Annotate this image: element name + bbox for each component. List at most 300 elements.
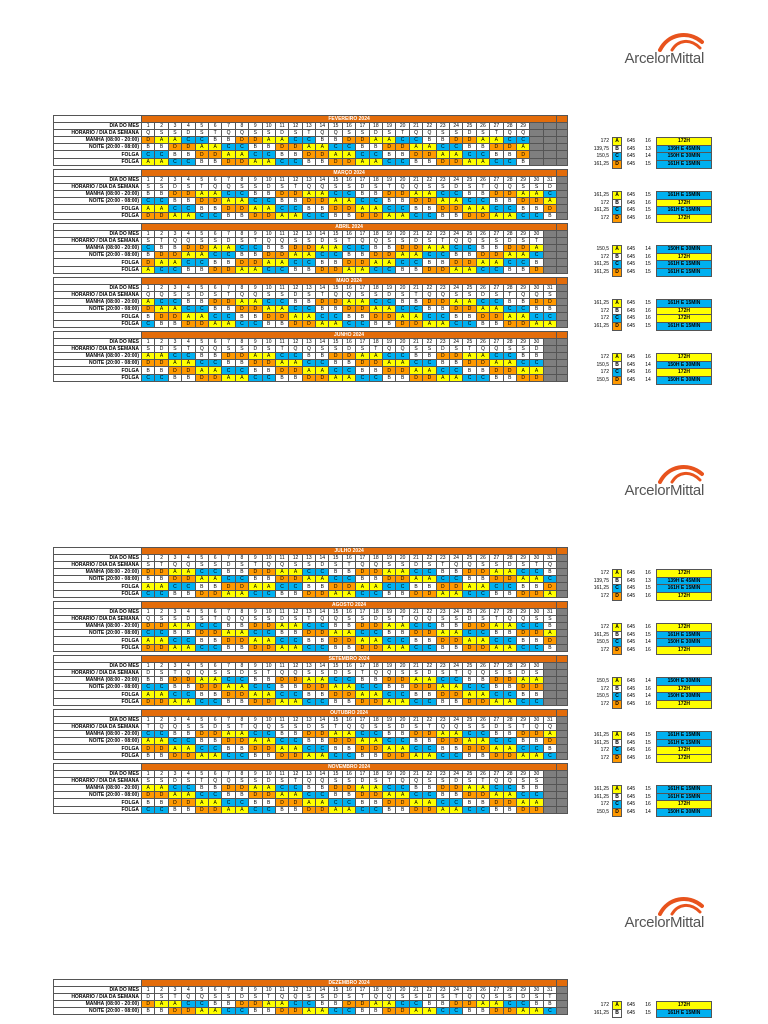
team-cell-c: C — [516, 644, 529, 651]
team-cell-c: C — [490, 353, 503, 360]
team-cell-b: B — [463, 252, 476, 259]
team-cell-c: C — [235, 191, 248, 198]
day-number: 15 — [329, 987, 342, 994]
team-cell-c: C — [356, 806, 369, 813]
day-number: 14 — [316, 987, 329, 994]
team-cell-c: C — [476, 684, 489, 691]
shift-label: FOLGA — [54, 590, 142, 597]
day-number: 8 — [235, 555, 248, 562]
day-number: 15 — [329, 771, 342, 778]
team-cell-d: D — [543, 637, 556, 644]
day-number: 24 — [449, 339, 462, 346]
summary-n1: 645 — [626, 253, 636, 260]
day-number: 10 — [262, 123, 275, 130]
team-cell-d: D — [262, 698, 275, 705]
team-cell-a: A — [222, 245, 235, 252]
team-cell-b: B — [436, 259, 449, 266]
team-cell-b: B — [356, 799, 369, 806]
team-cell-a: A — [262, 785, 275, 792]
shift-row — [54, 259, 568, 266]
team-cell-a: A — [235, 151, 248, 158]
weekday-cell: S — [208, 562, 221, 569]
weekday-cell: Q — [275, 238, 288, 245]
team-cell-a: A — [383, 1001, 396, 1008]
summary-n1: 645 — [626, 793, 636, 800]
day-number: 30 — [530, 717, 543, 724]
summary-total-hours: 172H — [656, 592, 712, 601]
team-cell-a: A — [342, 684, 355, 691]
team-cell-d: D — [208, 299, 221, 306]
team-cell-c: C — [463, 320, 476, 327]
shift-row — [54, 299, 568, 306]
team-cell-a: A — [329, 806, 342, 813]
summary-n2: 16 — [645, 215, 651, 222]
team-cell-a: A — [530, 799, 543, 806]
team-cell-b: B — [409, 299, 422, 306]
shift-row — [54, 158, 568, 165]
team-cell-b: B — [490, 684, 503, 691]
team-cell-d: D — [476, 313, 489, 320]
team-cell-a: A — [369, 1001, 382, 1008]
weekday-cell: Q — [262, 562, 275, 569]
team-cell-b: B — [396, 684, 409, 691]
team-cell-a: A — [476, 1001, 489, 1008]
day-number: 15 — [329, 555, 342, 562]
team-cell-c: C — [356, 630, 369, 637]
team-cell-a: A — [356, 738, 369, 745]
team-cell-b: B — [262, 245, 275, 252]
weekday-cell: S — [155, 130, 168, 137]
weekday-cell: Q — [516, 130, 529, 137]
team-cell-d: D — [235, 1001, 248, 1008]
shift-label: NOITE (20:00 - 08:00) — [54, 738, 142, 745]
weekday-cell: S — [516, 346, 529, 353]
team-cell-c: C — [436, 252, 449, 259]
team-cell-d: D — [463, 745, 476, 752]
team-cell-c: C — [449, 245, 462, 252]
team-cell-a: A — [383, 644, 396, 651]
team-cell-a: A — [316, 752, 329, 759]
day-number: 2 — [155, 123, 168, 130]
team-cell-a: A — [235, 374, 248, 381]
weekday-label: HORÁRIO / DIA DA SEMANA — [54, 238, 142, 245]
shift-row — [54, 752, 568, 759]
team-cell-a: A — [369, 158, 382, 165]
team-cell-d: D — [249, 623, 262, 630]
row-end-filler — [557, 360, 568, 367]
team-cell-b: B — [262, 1008, 275, 1015]
day-number: 22 — [423, 285, 436, 292]
team-cell-d: D — [316, 198, 329, 205]
shift-row — [54, 137, 568, 144]
team-cell-c: C — [476, 731, 489, 738]
weekday-cell: S — [168, 346, 181, 353]
weekday-cell: Q — [275, 670, 288, 677]
summary-team: A — [612, 569, 622, 578]
team-cell-a: A — [356, 353, 369, 360]
weekday-cell: T — [409, 292, 422, 299]
team-cell-c: C — [249, 198, 262, 205]
day-number: 5 — [195, 555, 208, 562]
day-empty — [543, 691, 556, 698]
team-cell-b: B — [516, 785, 529, 792]
summary-n2: 16 — [645, 755, 651, 762]
team-cell-a: A — [316, 1008, 329, 1015]
weekday-cell: S — [396, 670, 409, 677]
day-number: 7 — [222, 663, 235, 670]
team-cell-d: D — [249, 306, 262, 313]
team-cell-d: D — [530, 630, 543, 637]
team-cell-d: D — [142, 1001, 155, 1008]
summary-n1: 645 — [626, 801, 636, 808]
day-number: 12 — [289, 339, 302, 346]
team-cell-d: D — [222, 691, 235, 698]
weekday-cell: S — [409, 670, 422, 677]
summary-n2: 15 — [645, 323, 651, 330]
hours-summary — [575, 1002, 715, 1017]
arcelormittal-swoosh-icon — [658, 894, 704, 916]
team-cell-a: A — [436, 806, 449, 813]
day-number: 6 — [208, 177, 221, 184]
team-cell-c: C — [530, 569, 543, 576]
team-cell-d: D — [249, 698, 262, 705]
team-cell-b: B — [208, 137, 221, 144]
row-end-filler — [557, 151, 568, 158]
weekday-cell: T — [155, 562, 168, 569]
team-cell-d: D — [235, 785, 248, 792]
summary-team: C — [612, 260, 622, 269]
team-cell-c: C — [503, 691, 516, 698]
team-cell-c: C — [289, 738, 302, 745]
weekday-cell: S — [463, 724, 476, 731]
shift-label: FOLGA — [54, 752, 142, 759]
day-number: 1 — [142, 285, 155, 292]
team-cell-d: D — [423, 590, 436, 597]
team-cell-a: A — [490, 698, 503, 705]
day-number: 26 — [476, 231, 489, 238]
team-cell-c: C — [275, 785, 288, 792]
month-title-label-cell — [54, 278, 142, 285]
summary-n1: 645 — [626, 300, 636, 307]
team-cell-a: A — [275, 569, 288, 576]
team-cell-b: B — [316, 137, 329, 144]
team-cell-c: C — [316, 313, 329, 320]
day-number: 4 — [182, 123, 195, 130]
summary-hours-value: 150,5 — [596, 153, 609, 160]
weekday-cell: S — [463, 184, 476, 191]
team-cell-a: A — [463, 738, 476, 745]
team-cell-d: D — [423, 630, 436, 637]
team-cell-d: D — [543, 299, 556, 306]
weekday-cell: S — [168, 616, 181, 623]
weekday-cell: S — [516, 778, 529, 785]
day-number: 23 — [436, 717, 449, 724]
weekday-cell: D — [383, 292, 396, 299]
summary-n2: 14 — [645, 361, 651, 368]
day-number: 19 — [383, 771, 396, 778]
weekday-cell: Q — [329, 292, 342, 299]
day-number: 20 — [396, 717, 409, 724]
team-cell-c: C — [369, 299, 382, 306]
weekday-cell: Q — [463, 562, 476, 569]
team-cell-c: C — [329, 367, 342, 374]
day-number: 26 — [476, 771, 489, 778]
summary-n1: 645 — [626, 624, 636, 631]
team-cell-c: C — [208, 792, 221, 799]
team-cell-a: A — [423, 1008, 436, 1015]
team-cell-d: D — [503, 576, 516, 583]
weekday-cell: Q — [503, 616, 516, 623]
team-cell-c: C — [543, 191, 556, 198]
day-number: 21 — [409, 555, 422, 562]
weekday-cell: S — [142, 184, 155, 191]
weekday-cell: T — [490, 130, 503, 137]
weekday-cell: S — [222, 346, 235, 353]
team-cell-d: D — [316, 630, 329, 637]
team-cell-b: B — [383, 245, 396, 252]
weekday-cell: S — [222, 994, 235, 1001]
team-cell-d: D — [423, 374, 436, 381]
team-cell-c: C — [142, 806, 155, 813]
arcelormittal-logo — [625, 30, 704, 67]
day-number: 28 — [503, 285, 516, 292]
team-cell-c: C — [449, 144, 462, 151]
weekday-cell: S — [289, 724, 302, 731]
team-cell-d: D — [168, 144, 181, 151]
team-cell-a: A — [476, 691, 489, 698]
team-cell-d: D — [168, 367, 181, 374]
summary-team: B — [612, 739, 622, 748]
row-end-filler — [557, 374, 568, 381]
day-number: 17 — [356, 609, 369, 616]
team-cell-b: B — [262, 677, 275, 684]
row-end-filler — [557, 771, 568, 778]
team-cell-c: C — [208, 360, 221, 367]
team-cell-d: D — [463, 569, 476, 576]
team-cell-b: B — [208, 1001, 221, 1008]
weekday-cell: S — [329, 238, 342, 245]
team-cell-d: D — [383, 1008, 396, 1015]
team-cell-d: D — [275, 367, 288, 374]
team-cell-c: C — [503, 306, 516, 313]
team-cell-a: A — [302, 752, 315, 759]
team-cell-a: A — [142, 637, 155, 644]
team-cell-a: A — [316, 144, 329, 151]
team-cell-b: B — [530, 637, 543, 644]
weekday-label: HORÁRIO / DIA DA SEMANA — [54, 292, 142, 299]
summary-n2: 14 — [645, 678, 651, 685]
day-number: 18 — [369, 231, 382, 238]
team-cell-a: A — [383, 137, 396, 144]
team-cell-a: A — [222, 374, 235, 381]
weekday-cell: S — [289, 238, 302, 245]
team-cell-c: C — [490, 691, 503, 698]
team-cell-a: A — [142, 158, 155, 165]
day-number: 8 — [235, 339, 248, 346]
weekday-cell: S — [142, 778, 155, 785]
team-cell-d: D — [142, 137, 155, 144]
day-number: 26 — [476, 285, 489, 292]
team-cell-c: C — [356, 245, 369, 252]
summary-team: B — [612, 253, 622, 262]
team-cell-c: C — [530, 792, 543, 799]
weekday-label: HORÁRIO / DIA DA SEMANA — [54, 616, 142, 623]
summary-total-hours: 150H E 30MIN — [656, 245, 712, 254]
team-cell-b: B — [329, 306, 342, 313]
summary-n1: 645 — [626, 145, 636, 152]
team-cell-a: A — [516, 191, 529, 198]
weekday-cell: Q — [342, 724, 355, 731]
team-cell-a: A — [316, 191, 329, 198]
team-cell-b: B — [490, 151, 503, 158]
team-cell-d: D — [396, 799, 409, 806]
hours-summary — [575, 570, 715, 600]
team-cell-d: D — [289, 245, 302, 252]
day-number: 28 — [503, 609, 516, 616]
team-cell-d: D — [516, 731, 529, 738]
row-end-filler — [557, 717, 568, 724]
day-number: 13 — [302, 231, 315, 238]
day-number: 16 — [342, 231, 355, 238]
team-cell-b: B — [503, 299, 516, 306]
summary-hours-value: 172 — [600, 1002, 609, 1009]
team-cell-a: A — [142, 738, 155, 745]
shift-label: FOLGA — [54, 266, 142, 273]
team-cell-b: B — [369, 367, 382, 374]
day-number: 15 — [329, 231, 342, 238]
team-cell-b: B — [275, 320, 288, 327]
summary-team: B — [612, 1009, 622, 1018]
team-cell-b: B — [476, 752, 489, 759]
team-cell-b: B — [329, 745, 342, 752]
team-cell-a: A — [155, 137, 168, 144]
weekday-cell: Q — [289, 346, 302, 353]
weekday-cell: S — [262, 346, 275, 353]
day-number: 4 — [182, 231, 195, 238]
weekday-cell: D — [476, 292, 489, 299]
team-cell-b: B — [476, 367, 489, 374]
team-cell-c: C — [262, 731, 275, 738]
weekday-cell: Q — [262, 724, 275, 731]
day-number: 17 — [356, 231, 369, 238]
team-cell-b: B — [168, 151, 181, 158]
team-cell-d: D — [275, 799, 288, 806]
team-cell-c: C — [369, 151, 382, 158]
summary-team: B — [612, 631, 622, 640]
weekday-cell: Q — [423, 130, 436, 137]
summary-team: D — [612, 808, 622, 817]
month-title-filler — [557, 602, 568, 609]
team-cell-d: D — [168, 677, 181, 684]
team-cell-b: B — [142, 252, 155, 259]
weekday-cell: T — [383, 184, 396, 191]
team-cell-d: D — [530, 590, 543, 597]
team-cell-d: D — [423, 684, 436, 691]
team-cell-d: D — [168, 313, 181, 320]
team-cell-b: B — [396, 731, 409, 738]
weekday-cell: T — [235, 724, 248, 731]
team-cell-a: A — [503, 252, 516, 259]
team-cell-b: B — [222, 1001, 235, 1008]
month-title-label-cell — [54, 224, 142, 231]
team-cell-d: D — [316, 684, 329, 691]
team-cell-a: A — [516, 677, 529, 684]
day-number: 20 — [396, 555, 409, 562]
team-cell-d: D — [249, 259, 262, 266]
weekday-cell: Q — [356, 238, 369, 245]
team-cell-d: D — [356, 259, 369, 266]
team-cell-c: C — [249, 374, 262, 381]
team-cell-a: A — [222, 151, 235, 158]
team-cell-c: C — [463, 806, 476, 813]
team-cell-b: B — [195, 158, 208, 165]
summary-hours-value: 161,25 — [593, 207, 609, 214]
team-cell-c: C — [235, 245, 248, 252]
day-of-month-label: DIA DO MÊS — [54, 609, 142, 616]
team-cell-b: B — [142, 677, 155, 684]
team-cell-b: B — [235, 313, 248, 320]
team-cell-d: D — [249, 212, 262, 219]
team-cell-a: A — [275, 792, 288, 799]
team-cell-b: B — [222, 745, 235, 752]
day-number: 23 — [436, 555, 449, 562]
team-cell-a: A — [423, 320, 436, 327]
day-number: 1 — [142, 177, 155, 184]
summary-row — [575, 161, 715, 169]
day-number-row — [54, 771, 568, 778]
day-number: 4 — [182, 663, 195, 670]
team-cell-d: D — [409, 245, 422, 252]
team-cell-c: C — [490, 205, 503, 212]
weekday-cell: Q — [503, 778, 516, 785]
day-number: 17 — [356, 177, 369, 184]
team-cell-d: D — [302, 198, 315, 205]
weekday-cell: Q — [409, 184, 422, 191]
day-number: 23 — [436, 177, 449, 184]
weekday-cell: Q — [289, 670, 302, 677]
team-cell-d: D — [208, 590, 221, 597]
weekday-cell: S — [490, 292, 503, 299]
team-cell-d: D — [235, 205, 248, 212]
weekday-cell: S — [436, 670, 449, 677]
month-title-label-cell — [54, 602, 142, 609]
team-cell-c: C — [316, 569, 329, 576]
month-title-label-cell — [54, 656, 142, 663]
team-cell-d: D — [249, 360, 262, 367]
team-cell-c: C — [222, 1008, 235, 1015]
team-cell-d: D — [383, 367, 396, 374]
team-cell-c: C — [182, 205, 195, 212]
summary-team: C — [612, 314, 622, 323]
team-cell-b: B — [436, 306, 449, 313]
day-number: 16 — [342, 555, 355, 562]
day-number: 25 — [463, 339, 476, 346]
weekday-cell: Q — [476, 346, 489, 353]
weekday-cell: S — [490, 994, 503, 1001]
team-cell-d: D — [490, 313, 503, 320]
team-cell-c: C — [356, 590, 369, 597]
team-cell-c: C — [155, 731, 168, 738]
weekday-cell: D — [530, 346, 543, 353]
team-cell-b: B — [543, 1001, 556, 1008]
weekday-cell: S — [329, 562, 342, 569]
summary-total-hours: 150H E 30MIN — [656, 692, 712, 701]
team-cell-a: A — [262, 137, 275, 144]
team-cell-a: A — [342, 266, 355, 273]
day-number: 9 — [249, 609, 262, 616]
team-cell-a: A — [302, 1008, 315, 1015]
team-cell-d: D — [409, 198, 422, 205]
